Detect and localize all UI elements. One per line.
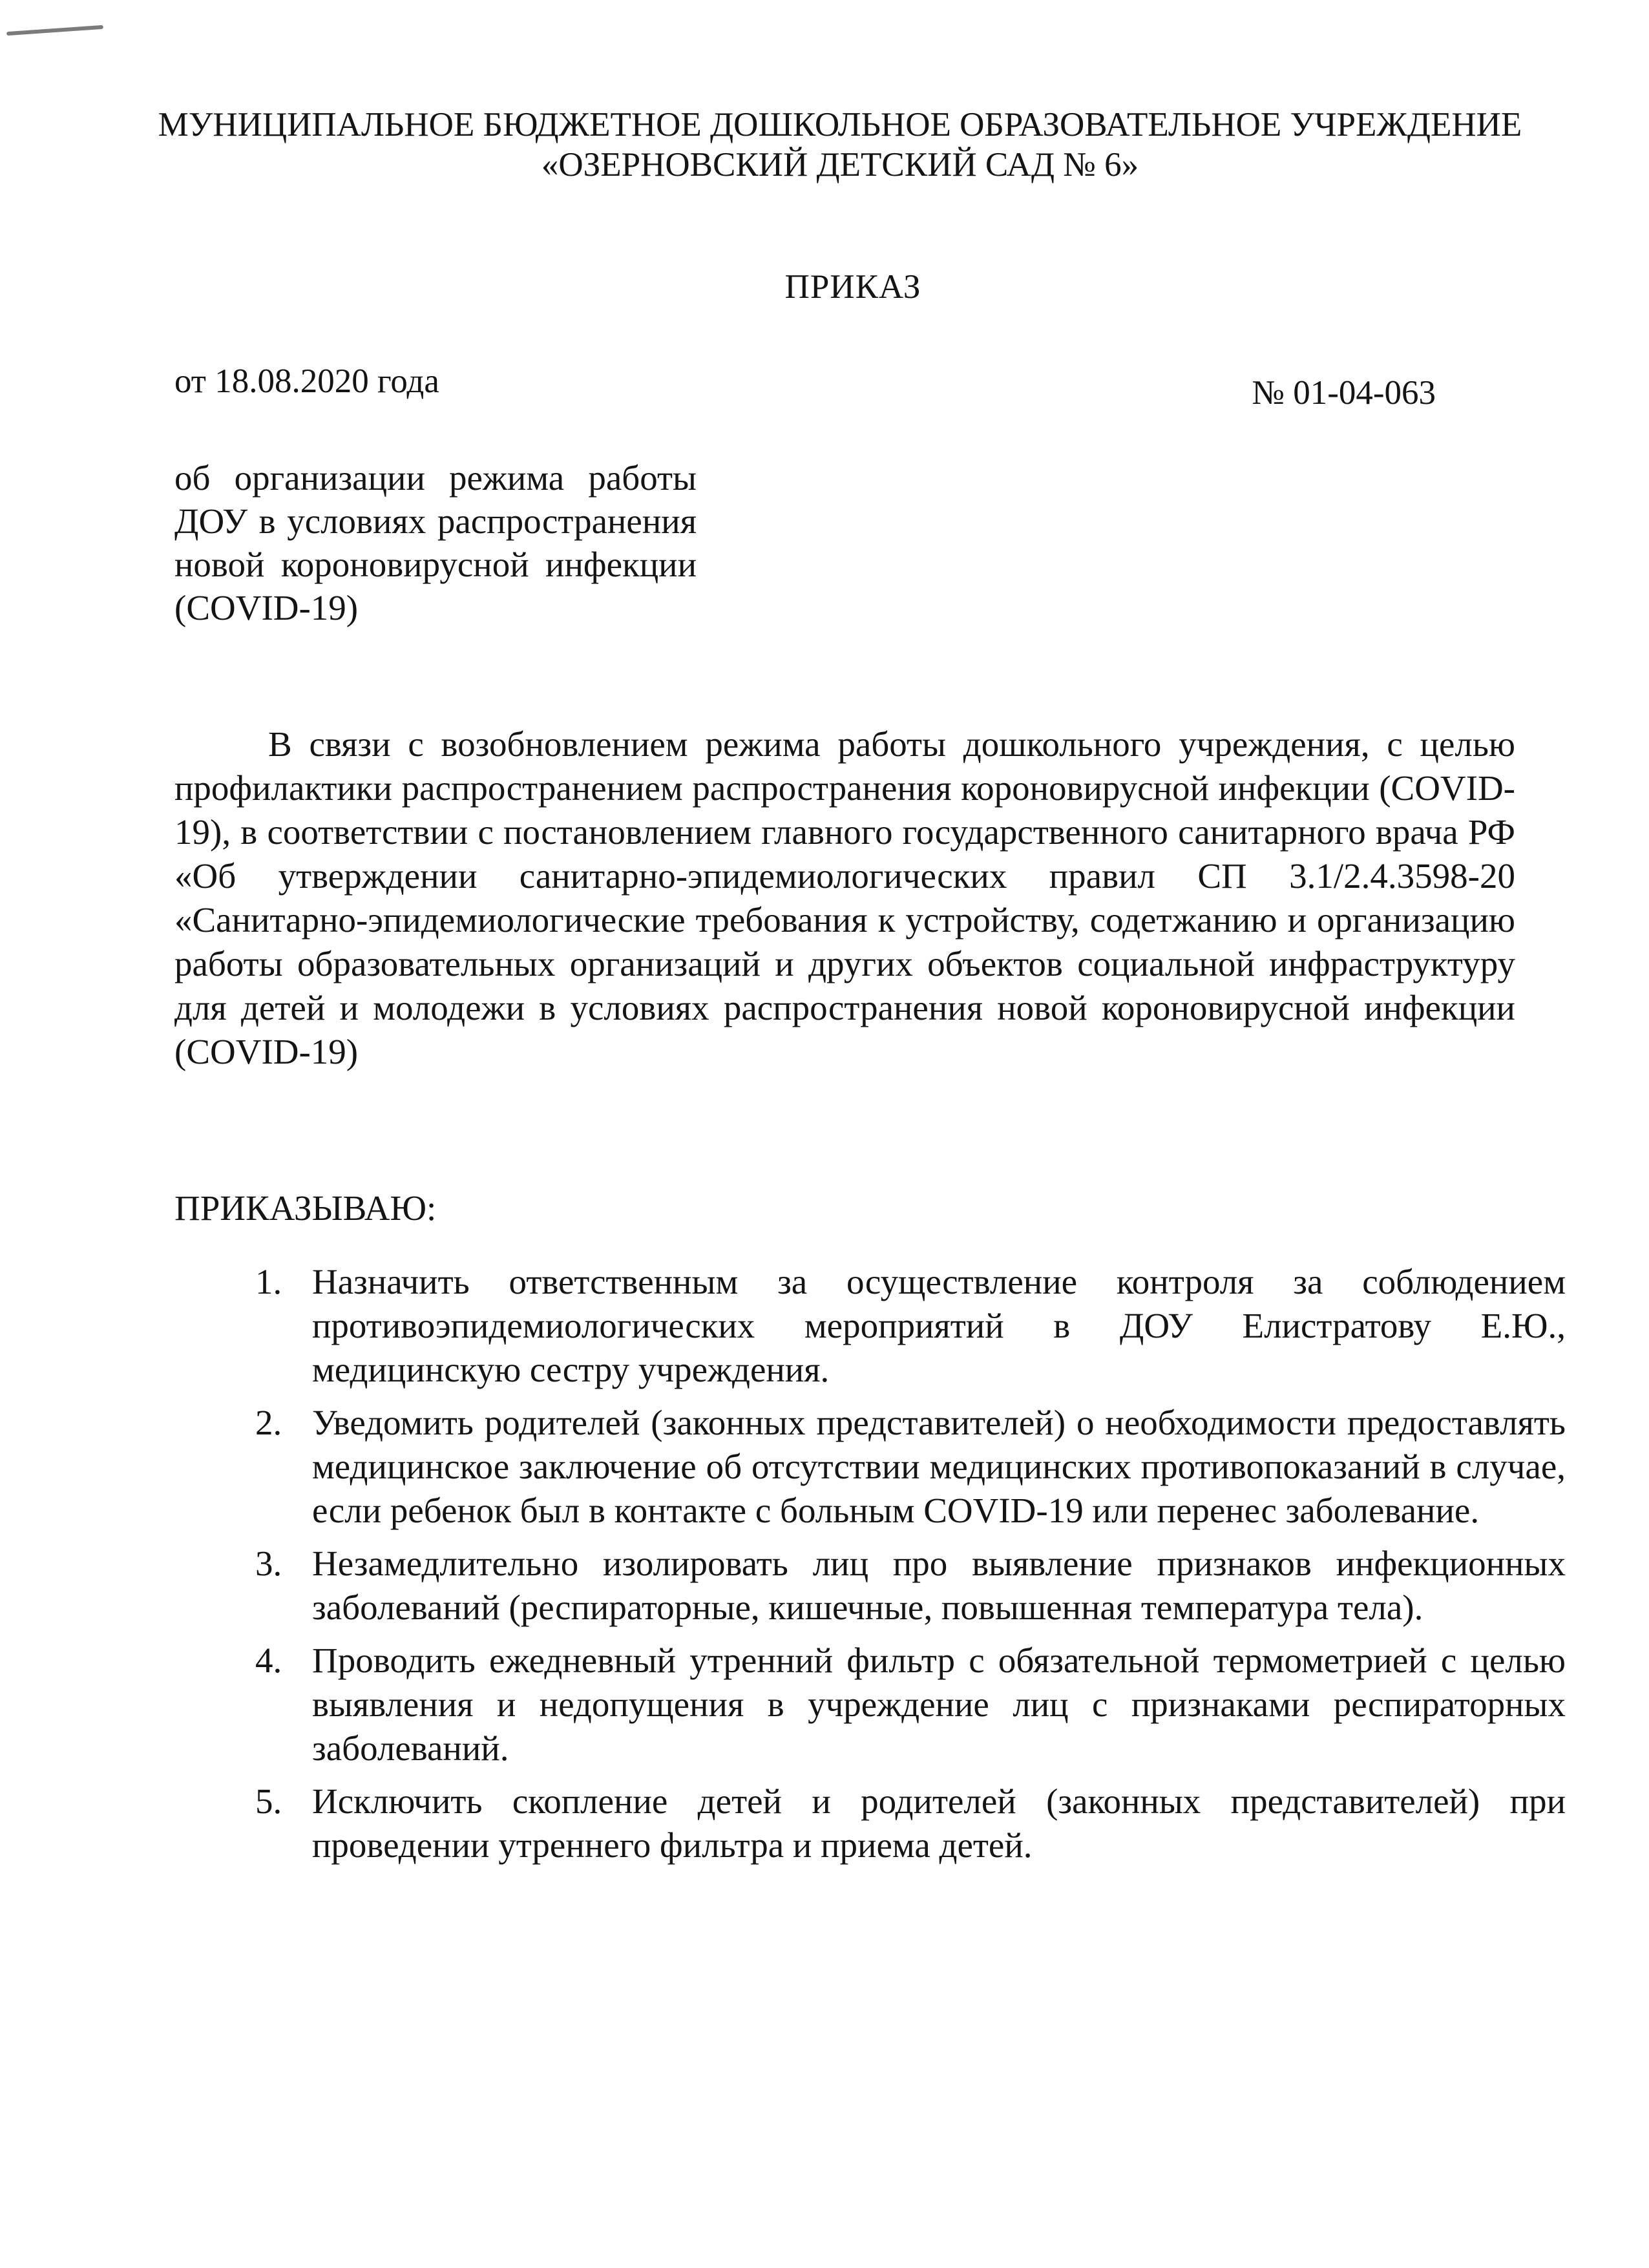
order-heading: ПРИКАЗЫВАЮ: [174, 1188, 437, 1228]
order-items-list [255, 1260, 1566, 1876]
scan-artifact-mark [6, 25, 103, 36]
order-item [255, 1401, 1566, 1533]
order-item-number: 4. [255, 1641, 282, 1680]
order-item [255, 1639, 1566, 1770]
preamble-paragraph: В связи с возобновлением режима работы дошкольного учреждения, с целью профилактики распространением распространения короновирусной инфекции (COVID-19), в соответствии с постановлением главного государственного санитарного врача РФ «Об утверждении санитарно-эпидемиологических правил СП 3.1/2.4.3598-20 «Санитарно-эпидемиологические требования к устройству, содетжанию и организацию работы образовательных организаций и других объектов социальной инфраструктуру для детей и молодежи в условиях распространения новой короновирусной инфекции (COVID-19) [174, 724, 1515, 1071]
organization-name-line-1: МУНИЦИПАЛЬНОЕ БЮДЖЕТНОЕ ДОШКОЛЬНОЕ ОБРАЗОВАТЕЛЬНОЕ УЧРЕЖДЕНИЕ [158, 106, 1522, 143]
document-title: ПРИКАЗ [784, 268, 921, 306]
document-date: от 18.08.2020 года [174, 362, 439, 400]
order-item-text: Назначить ответственным за осуществление контроля за соблюдением противоэпидемиологических мероприятий в ДОУ Елистратову Е.Ю., медицинскую сестру учреждения. [312, 1262, 1566, 1389]
document-number: № 01-04-063 [1252, 374, 1436, 412]
order-item-text: Исключить скопление детей и родителей (законных представителей) при проведении утреннего фильтра и приема детей. [312, 1781, 1566, 1865]
order-item-text: Уведомить родителей (законных представителей) о необходимости предоставлять медицинское заключение об отсутствии медицинских противопоказаний в случае, если ребенок был в контакте с больным COVID-19 или перенес заболевание. [312, 1403, 1566, 1530]
order-item-number: 1. [255, 1262, 282, 1301]
order-item-number: 3. [255, 1544, 282, 1583]
order-item-text: Проводить ежедневный утренний фильтр с обязательной термометрией с целью выявления и недопущения в учреждение лиц с признаками респираторных заболеваний. [312, 1641, 1566, 1768]
order-item-number: 5. [255, 1781, 282, 1821]
order-item-number: 2. [255, 1403, 282, 1442]
order-item [255, 1542, 1566, 1630]
organization-name-line-2: «ОЗЕРНОВСКИЙ ДЕТСКИЙ САД № 6» [541, 146, 1139, 184]
document-subject: об организации режима работы ДОУ в условиях распространения новой короновирусной инфекции (COVID-19) [174, 458, 697, 627]
order-item [255, 1780, 1566, 1867]
order-item [255, 1260, 1566, 1392]
order-item-text: Незамедлительно изолировать лиц про выявление признаков инфекционных заболеваний (респираторные, кишечные, повышенная температура тела). [312, 1544, 1566, 1627]
